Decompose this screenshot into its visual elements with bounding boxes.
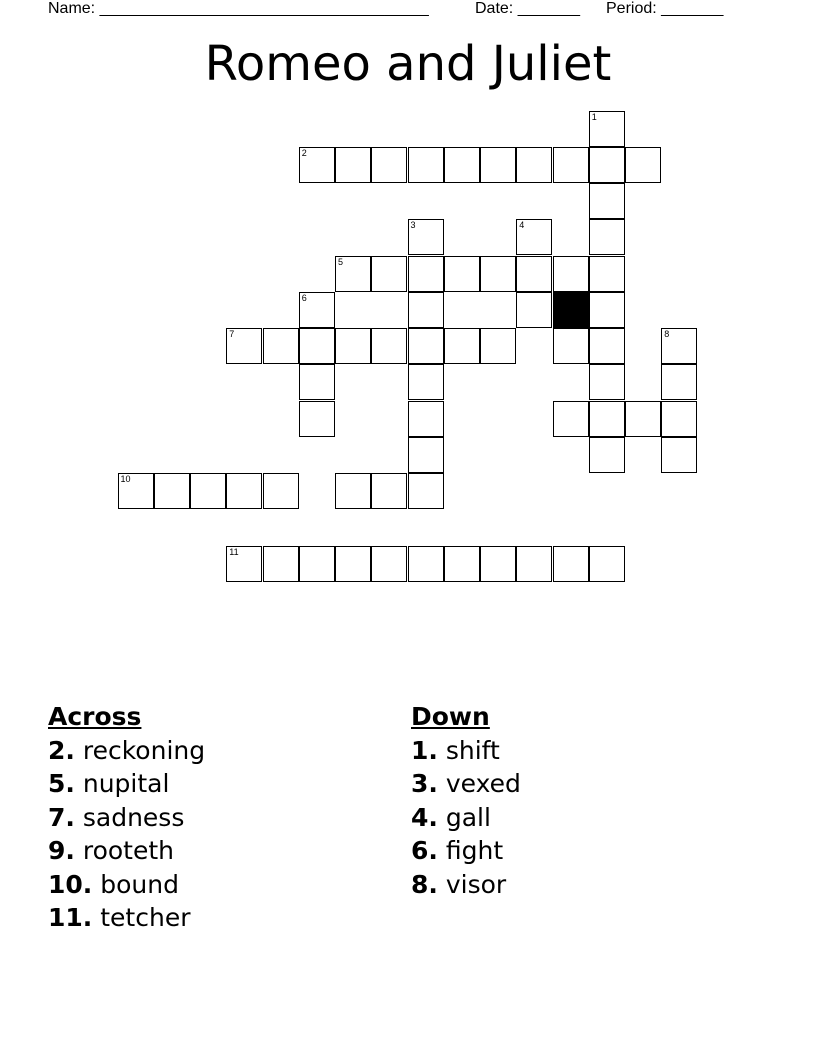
grid-cell[interactable] [589,546,625,582]
clue-number: 6 [301,292,307,303]
grid-cell[interactable] [589,401,625,437]
clue-number: 10. [48,869,93,899]
grid-cell[interactable] [553,546,589,582]
clue-text: fight [445,836,504,865]
clue-number: 1. [411,735,438,765]
grid-cell[interactable] [589,328,625,364]
grid-cell[interactable] [408,473,444,509]
clue-text: rooteth [82,836,175,865]
grid-cell[interactable] [335,147,371,183]
grid-cell[interactable] [516,546,552,582]
clue-text: sadness [82,802,185,832]
clue-text: shift [445,735,500,765]
grid-cell[interactable] [371,328,407,364]
across-clue [48,734,205,768]
grid-cell[interactable] [299,292,335,328]
grid-cell[interactable] [408,401,444,437]
grid-cell[interactable] [444,147,480,183]
grid-cell[interactable] [335,473,371,509]
across-clue [48,868,205,902]
grid-black-square [553,292,589,328]
grid-cell[interactable] [589,147,625,183]
across-clues [48,700,205,935]
grid-cell[interactable] [553,401,589,437]
grid-cell[interactable] [226,328,262,364]
grid-cell[interactable] [371,473,407,509]
clue-number: 7 [229,329,235,339]
across-clue [48,901,205,935]
down-clue [411,767,521,801]
clue-number: 5 [338,256,344,267]
clue-number: 1 [591,111,597,122]
clue-number: 5. [48,769,75,798]
grid-cell[interactable] [480,328,516,364]
grid-cell[interactable] [589,219,625,255]
grid-cell[interactable] [625,147,661,183]
down-clue [411,734,521,768]
down-clue [411,834,521,868]
grid-cell[interactable] [516,147,552,183]
across-clue [48,801,205,835]
date-field[interactable]: Date: _______ [475,0,580,17]
grid-cell[interactable] [299,147,335,183]
grid-cell[interactable] [589,437,625,473]
clue-text: vexed [445,769,521,798]
grid-cell[interactable] [480,546,516,582]
grid-cell[interactable] [553,328,589,364]
grid-cell[interactable] [263,546,299,582]
clue-number: 6. [411,836,438,865]
grid-cell[interactable] [408,364,444,400]
grid-cell[interactable] [299,401,335,437]
clue-number: 8 [664,329,670,339]
grid-cell[interactable] [444,328,480,364]
grid-cell[interactable] [661,437,697,473]
clue-number: 11 [229,546,239,557]
grid-cell[interactable] [444,256,480,292]
grid-cell[interactable] [371,147,407,183]
grid-cell[interactable] [118,473,154,509]
grid-cell[interactable] [263,473,299,509]
down-clue [411,801,521,835]
grid-cell[interactable] [335,328,371,364]
grid-cell[interactable] [408,219,444,255]
down-clues [411,700,521,901]
grid-cell[interactable] [516,219,552,255]
clue-number: 11. [48,903,93,932]
grid-cell[interactable] [480,147,516,183]
grid-cell[interactable] [154,473,190,509]
across-clue [48,834,205,868]
grid-cell[interactable] [516,256,552,292]
grid-cell[interactable] [226,473,262,509]
across-heading: Across [48,702,142,731]
clue-number: 3. [411,769,438,798]
grid-cell[interactable] [444,546,480,582]
grid-cell[interactable] [516,292,552,328]
down-clue [411,868,521,902]
clue-number: 7. [48,802,75,832]
clue-number: 2 [301,147,307,158]
grid-cell[interactable] [589,183,625,219]
clue-text: gall [445,802,491,832]
grid-cell[interactable] [299,328,335,364]
grid-cell[interactable] [408,546,444,582]
grid-cell[interactable] [335,546,371,582]
down-heading: Down [411,702,490,731]
grid-cell[interactable] [553,256,589,292]
grid-cell[interactable] [190,473,226,509]
clue-number: 4 [519,220,525,231]
across-clue [48,767,205,801]
clue-number: 4. [411,802,438,832]
clue-text: nupital [82,769,170,798]
clue-number: 8. [411,869,438,899]
grid-cell[interactable] [263,328,299,364]
grid-cell[interactable] [625,401,661,437]
grid-cell[interactable] [589,111,625,147]
grid-cell[interactable] [661,328,697,364]
grid-cell[interactable] [589,364,625,400]
clue-number: 2. [48,735,75,765]
clue-text: bound [100,869,179,899]
grid-cell[interactable] [226,546,262,582]
clue-text: reckoning [82,735,206,765]
name-field[interactable]: Name: _____________________________________ [48,0,429,17]
grid-cell[interactable] [480,256,516,292]
period-field[interactable]: Period: _______ [606,0,724,17]
grid-cell[interactable] [589,292,625,328]
clue-text: visor [445,869,507,899]
grid-cell[interactable] [299,364,335,400]
grid-cell[interactable] [299,546,335,582]
grid-cell[interactable] [408,437,444,473]
grid-cell[interactable] [661,364,697,400]
grid-cell[interactable] [408,147,444,183]
grid-cell[interactable] [371,256,407,292]
clue-number: 3 [410,220,416,231]
clue-number: 9. [48,836,75,865]
puzzle-title: Romeo and Juliet [204,36,612,92]
grid-cell[interactable] [408,292,444,328]
grid-cell[interactable] [589,256,625,292]
clue-number: 10 [120,474,131,484]
grid-cell[interactable] [661,401,697,437]
grid-cell[interactable] [553,147,589,183]
grid-cell[interactable] [335,256,371,292]
grid-cell[interactable] [371,546,407,582]
grid-cell[interactable] [408,256,444,292]
clue-text: tetcher [100,903,191,932]
grid-cell[interactable] [408,328,444,364]
